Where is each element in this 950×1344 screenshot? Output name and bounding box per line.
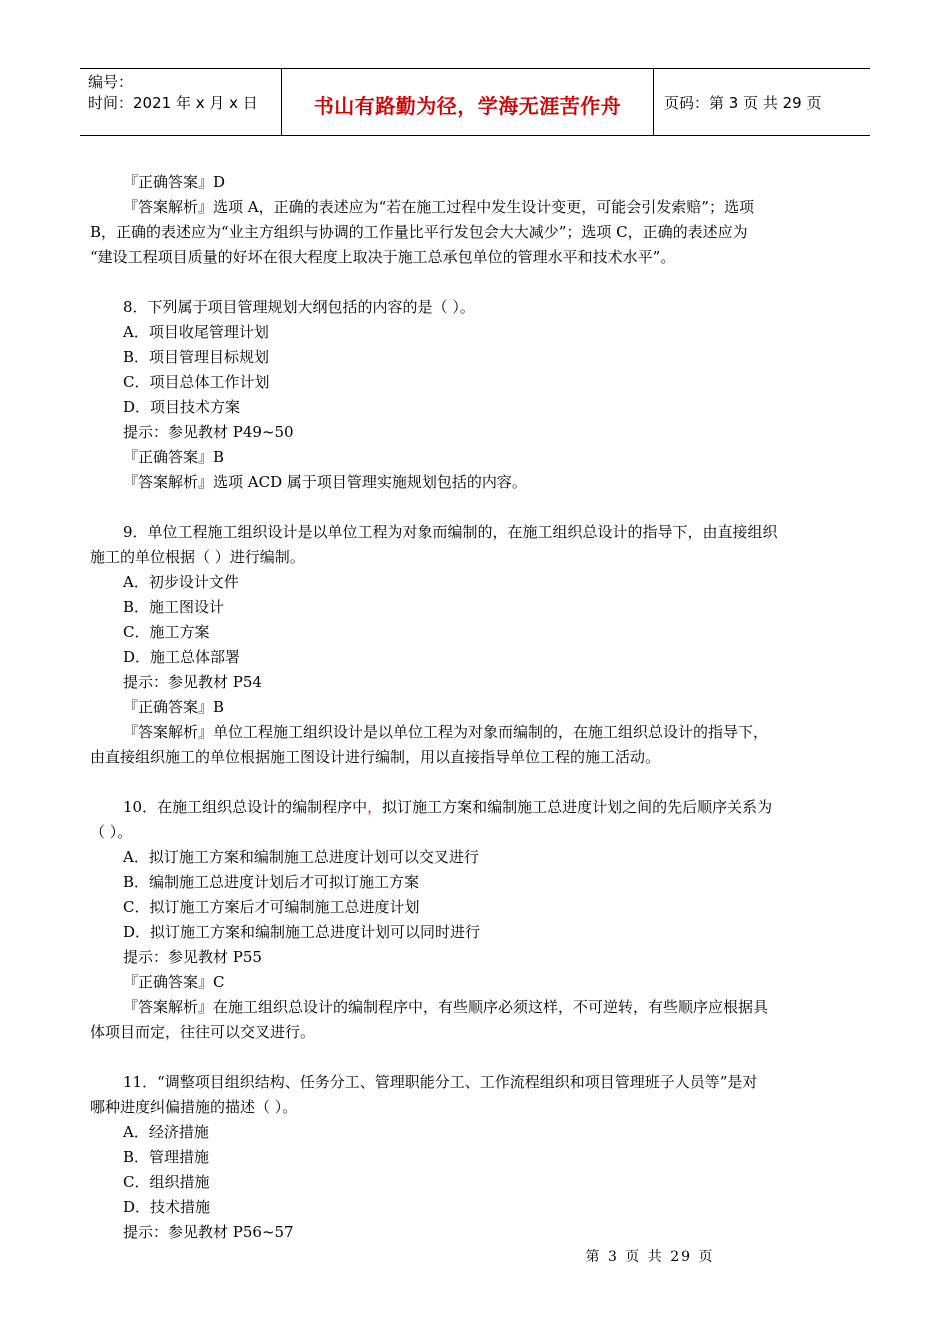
q10-stem-part: 10．在施工组织总设计的编制程序中 [123,798,368,816]
q9-option-b: B．施工图设计 [123,598,225,616]
motto: 书山有路勤为径，学海无涯苦作舟 [313,93,622,118]
q7-analysis-line: “建设工程项目质量的好坏在很大程度上取决于施工总承包单位的管理水平和技术水平”。 [90,248,676,266]
date-line: 时间：2021 年 x 月 x 日 [88,94,258,112]
q10-stem-line [90,795,852,820]
page-info: 页码：第 3 页 共 29 页 [664,93,822,112]
footer-page-number: 第 3 页 共 29 页 [585,1249,715,1265]
q9-option-d: D．施工总体部署 [123,648,241,666]
q8-option-a: A．项目收尾管理计划 [123,323,269,341]
q9-analysis-line: 『答案解析』单位工程施工组织设计是以单位工程为对象而编制的，在施工组织总设计的指导下， [123,723,769,741]
q10-option-d: D．拟订施工方案和编制施工总进度计划可以同时进行 [123,923,481,941]
q10-option-c: C．拟订施工方案后才可编制施工总进度计划 [123,898,420,916]
q10-analysis-line: 『答案解析』在施工组织总设计的编制程序中，有些顺序必须这样，不可逆转，有些顺序应根据具 [123,998,769,1016]
q7-answer: 『正确答案』D [123,173,226,191]
q9-option-c: C．施工方案 [123,623,210,641]
q11-option-c: C．组织措施 [123,1173,210,1191]
q11-option-a: A．经济措施 [123,1123,209,1141]
q9-analysis-line: 由直接组织施工的单位根据施工图设计进行编制，用以直接指导单位工程的施工活动。 [90,748,661,766]
q10-stem-red-comma: ， [367,798,383,816]
q10-analysis-line: 体项目而定，往往可以交叉进行。 [90,1023,316,1041]
q8-answer: 『正确答案』B [123,448,225,466]
q10-stem-part: 拟订施工方案和编制施工总进度计划之间的先后顺序关系为 [382,798,773,816]
q11-option-d: D．技术措施 [123,1198,211,1216]
page-header [80,68,870,136]
header-page-cell [654,69,870,135]
q10-stem-line: （ ）。 [90,823,133,841]
q11-stem-line: 11．“调整项目组织结构、任务分工、管理职能分工、工作流程组织和项目管理班子人员等”是对 [123,1073,758,1091]
q10-hint: 提示：参见教材 P55 [123,948,262,966]
q8-stem: 8．下列属于项目管理规划大纲包括的内容的是（ ）。 [123,298,475,316]
q11-option-b: B．管理措施 [123,1148,210,1166]
document-body [90,170,852,1245]
header-motto-cell [282,69,654,135]
header-info-cell [80,69,282,135]
q10-option-a: A．拟订施工方案和编制施工总进度计划可以交叉进行 [123,848,479,866]
q8-option-d: D．项目技术方案 [123,398,241,416]
q9-answer: 『正确答案』B [123,698,225,716]
page-footer [0,1246,950,1266]
q8-hint: 提示：参见教材 P49~50 [123,423,294,441]
q11-stem-line: 哪种进度纠偏措施的描述（ ）。 [90,1098,298,1116]
q8-analysis: 『答案解析』选项 ACD 属于项目管理实施规划包括的内容。 [123,473,527,491]
q8-option-c: C．项目总体工作计划 [123,373,270,391]
q9-hint: 提示：参见教材 P54 [123,673,262,691]
q9-option-a: A．初步设计文件 [123,573,239,591]
q11-hint: 提示：参见教材 P56~57 [123,1223,294,1241]
q9-stem-line: 9．单位工程施工组织设计是以单位工程为对象而编制的，在施工组织总设计的指导下，由直接组织 [123,523,778,541]
q10-answer: 『正确答案』C [123,973,225,991]
serial-label: 编号： [88,73,134,91]
q7-analysis-line: 『答案解析』选项 A，正确的表述应为“若在施工过程中发生设计变更，可能会引发索赔”；选项 [123,198,754,216]
q8-option-b: B．项目管理目标规划 [123,348,270,366]
q10-option-b: B．编制施工总进度计划后才可拟订施工方案 [123,873,420,891]
q7-analysis-line: B，正确的表述应为“业主方组织与协调的工作量比平行发包会大大减少”；选项 C，正确的表述应为 [90,223,748,241]
q9-stem-line: 施工的单位根据（ ）进行编制。 [90,548,305,566]
